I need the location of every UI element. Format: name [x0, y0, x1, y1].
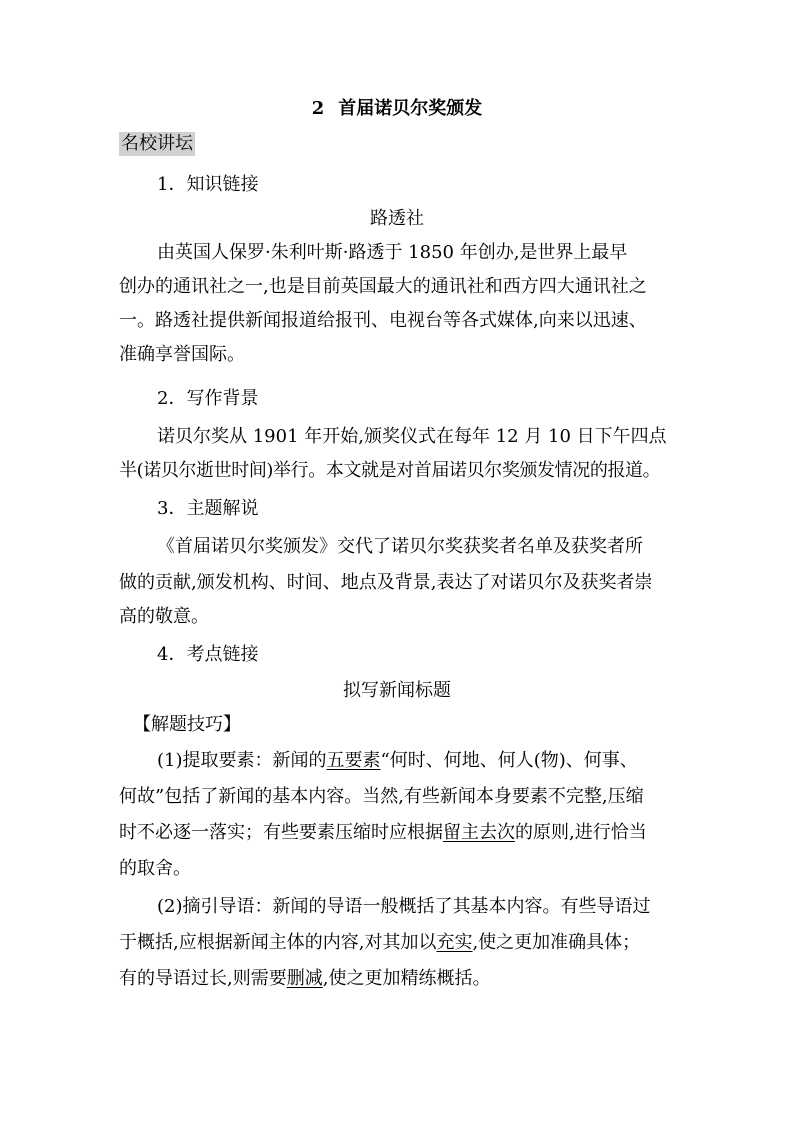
keyword-trim: 删减 [286, 968, 323, 989]
section-1-subtitle: 路透社 [370, 208, 424, 229]
section-3-line-2: 做的贡献,颁发机构、时间、地点及背景,表达了对诺贝尔及获奖者崇 [119, 572, 653, 593]
tip-1-line-1 [157, 748, 721, 774]
section-2-line-2: 半(诺贝尔逝世时间)举行。本文就是对首届诺贝尔奖颁发情况的报道。 [119, 460, 661, 481]
section-3-heading: 3．主题解说 [157, 498, 259, 519]
keyword-keep-main: 留主去次 [443, 822, 515, 843]
tip-2-line-3 [119, 966, 683, 992]
section-1-line-1: 由英国人保罗·朱利叶斯·路透于 1850 年创办,是世界上最早 [157, 242, 628, 263]
section-tag: 名校讲坛 [121, 133, 193, 154]
tip-2-text: 于概括,应根据新闻主体的内容,对其加以 [119, 932, 437, 953]
keyword-five-elements: 五要素 [326, 750, 381, 771]
section-1-line-4: 准确享誉国际。 [119, 344, 245, 365]
tip-2-line-2 [119, 930, 683, 956]
section-2-heading: 2．写作背景 [157, 388, 259, 409]
tip-1-text: “何时、何地、何人(物)、何事、 [380, 750, 638, 771]
tip-1-text: 时不必逐一落实；有些要素压缩时应根据 [119, 822, 443, 843]
tip-2-text: 有的导语过长,则需要 [119, 968, 287, 989]
keyword-supplement: 充实 [436, 932, 473, 953]
title-number: 2 [311, 98, 325, 119]
title-text: 首届诺贝尔奖颁发 [338, 98, 483, 119]
tip-1-text: 的原则,进行恰当 [515, 822, 647, 843]
section-4-heading: 4．考点链接 [157, 644, 259, 665]
tip-2-line-1: (2)摘引导语：新闻的导语一般概括了其基本内容。有些导语过 [157, 896, 651, 917]
section-1-line-2: 创办的通讯社之一,也是目前英国最大的通讯社和西方四大通讯社之 [119, 276, 647, 297]
tip-2-text: ,使之更加准确具体； [472, 932, 641, 953]
page-title [0, 96, 794, 122]
tips-heading: 【解题技巧】 [133, 714, 241, 735]
tip-1-line-4: 的取舍。 [119, 858, 191, 879]
section-1-heading: 1．知识链接 [157, 174, 259, 195]
tip-1-line-3 [119, 820, 683, 846]
tip-2-text: ,使之更加精练概括。 [322, 968, 491, 989]
section-1-line-3: 一。路透社提供新闻报道给报刊、电视台等各式媒体,向来以迅速、 [119, 310, 647, 331]
tip-1-line-2: 何故”包括了新闻的基本内容。当然,有些新闻本身要素不完整,压缩 [119, 786, 644, 807]
tip-1-text: (1)提取要素：新闻的 [157, 750, 327, 771]
section-3-line-1: 《首届诺贝尔奖颁发》交代了诺贝尔奖获奖者名单及获奖者所 [157, 536, 643, 557]
section-3-line-3: 高的敬意。 [119, 606, 209, 627]
section-2-line-1: 诺贝尔奖从 1901 年开始,颁奖仪式在每年 12 月 10 日下午四点 [157, 426, 667, 447]
section-4-subtitle: 拟写新闻标题 [343, 680, 451, 701]
